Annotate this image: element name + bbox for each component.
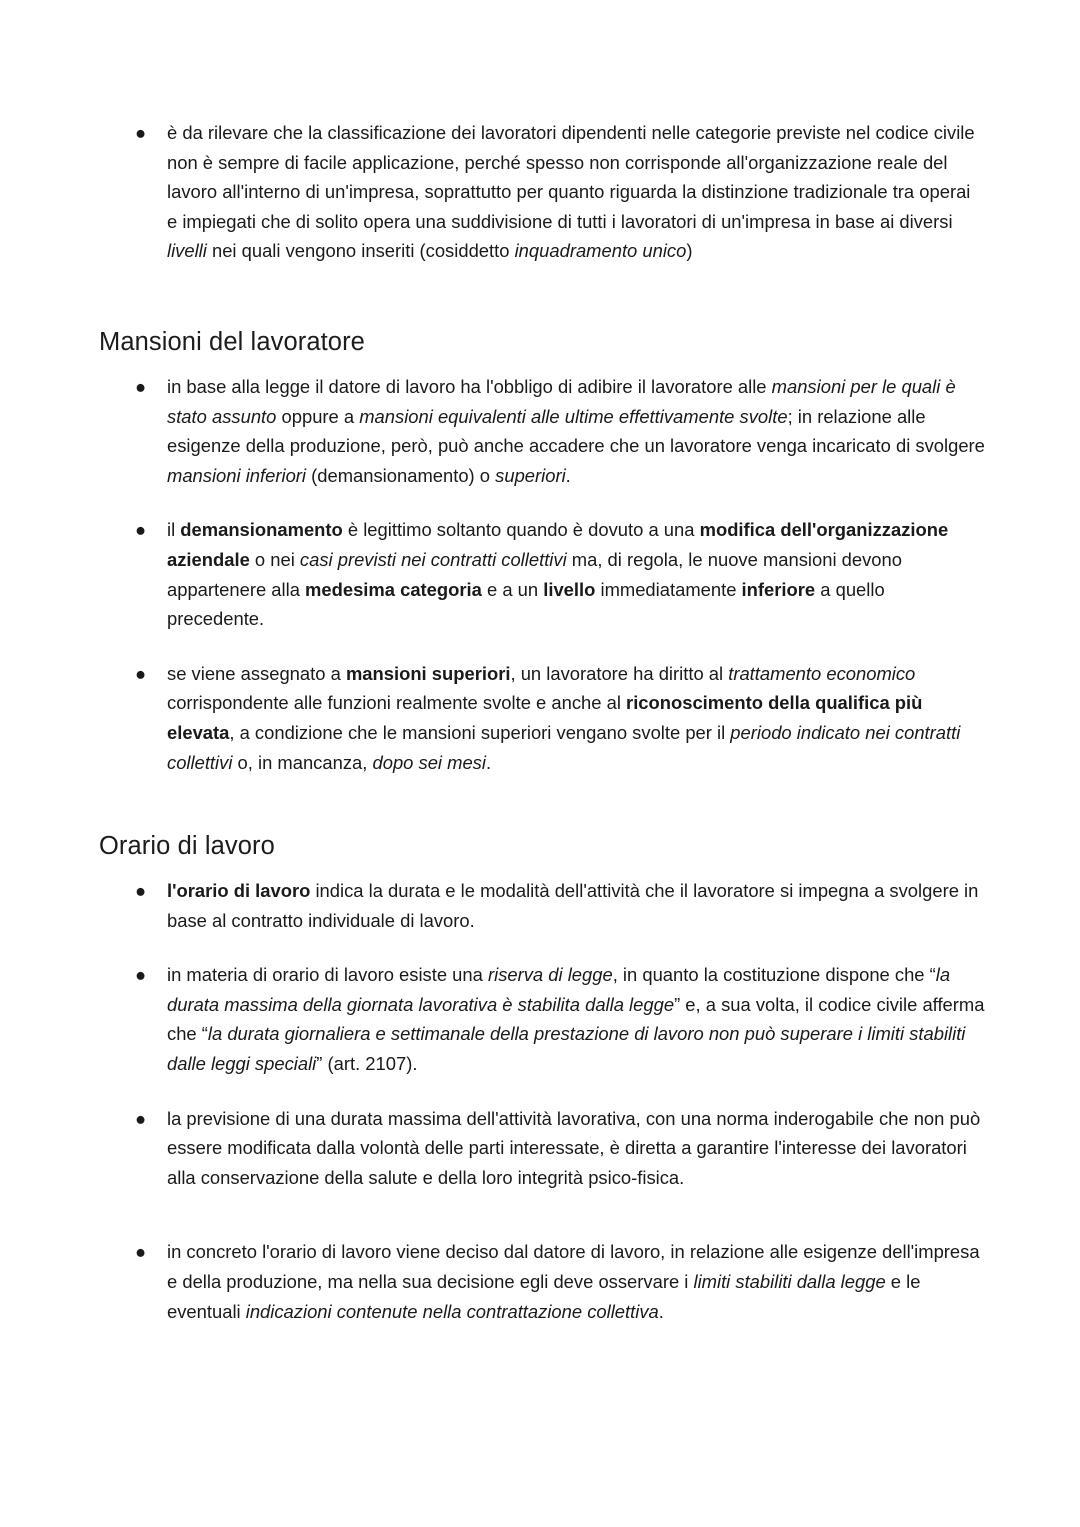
text-run: superiori [495,464,566,486]
bullet-item [99,515,985,633]
text-run: se viene assegnato a [167,662,346,684]
text-run: indica la durata e le modalità dell'attività che il lavoratore si impegna a svolgere in base al contratto individuale di lavoro. [167,880,979,931]
text-run: mansioni equivalenti alle ultime effettivamente svolte [359,405,788,427]
text-run: (demansionamento) o [306,464,496,486]
bullet-point-icon: ● [135,662,147,684]
text-run: . [485,751,492,773]
text-run: o nei [249,548,300,570]
text-run: , un lavoratore ha diritto al [510,662,729,684]
text-run: limiti stabiliti dalla legge [693,1271,886,1293]
document-body [99,118,985,1326]
bullet-item [99,372,985,490]
text-run: è legittimo soltanto quando è dovuto a una [342,519,700,541]
bullet-point-icon: ● [135,519,147,541]
bullet-text [167,122,975,261]
bullet-text [167,1241,980,1321]
bullet-text [167,376,985,486]
text-run: , in quanto la costituzione dispone che “ [612,964,936,986]
text-run: e le eventuali [167,1271,921,1322]
bullet-item [99,118,985,266]
bullet-text [167,964,984,1074]
text-run: , a condizione che le mansioni superiori vengano svolte per il [229,721,731,743]
text-run: ” (art. 2107). [316,1053,418,1075]
bullet-point-icon: ● [135,1107,147,1129]
bullet-point-icon: ● [135,964,147,986]
text-run: la durata giornaliera e settimanale della prestazione di lavoro non può superare i limiti stabiliti dalle leggi speciali [167,1023,966,1075]
text-run: indicazioni contenute nella contrattazione collettiva [245,1300,659,1322]
text-run: in materia di orario di lavoro esiste una [167,964,488,986]
text-run: riserva di legge [487,964,613,986]
text-run: ; in relazione alle esigenze della produzione, però, può anche accadere che un lavoratore venga incaricato di svolgere [167,405,985,457]
text-run: medesima categoria [305,578,482,600]
text-run: la durata massima della giornata lavorativa è stabilita dalla legge [167,964,951,1015]
text-run: ma, di regola, le nuove mansioni devono appartenere alla [167,548,902,600]
text-run: inferiore [741,578,816,600]
text-run: demansionamento [180,519,343,541]
text-run: casi previsti nei contratti collettivi [299,548,567,570]
text-run: periodo indicato nei contratti collettivi [167,721,961,773]
section-heading: Mansioni del lavoratore [99,327,365,356]
text-run: mansioni superiori [345,662,511,684]
text-run: ) [686,240,693,262]
bullet-list [99,372,985,777]
text-run: in concreto l'orario di lavoro viene deciso dal datore di lavoro, in relazione alle esigenze dell'impresa e della produzione, ma nella sua decisione egli deve osservare i [167,1241,980,1293]
text-run: livelli [167,240,207,262]
text-run: dopo sei mesi [372,751,486,773]
bullet-text [167,519,948,629]
bullet-text [167,663,960,773]
text-run: . [565,464,571,486]
bullet-point-icon: ● [135,375,147,397]
text-run: inquadramento unico [514,240,687,262]
bullet-text [167,1108,980,1188]
text-run: oppure a [276,405,360,427]
bullet-point-icon: ● [135,880,147,902]
text-run: riconoscimento della qualifica più elevata [167,692,923,743]
bullet-list [99,118,985,266]
text-run: ” e, a sua volta, il codice civile afferma che “ [167,993,985,1045]
text-run: . [658,1300,664,1322]
text-run: mansioni inferiori [167,464,307,486]
bullet-list [99,876,985,1326]
bullet-item [99,876,985,935]
text-run: il [167,519,181,541]
text-run: e a un [481,578,544,600]
text-run: nei quali vengono inseriti (cosiddetto [206,240,515,262]
text-run: immediatamente [595,578,742,600]
text-run: è da rilevare che la classificazione dei lavoratori dipendenti nelle categorie previste nel codice civile non è sempre di facile applicazione, perché spesso non corrisponde all'organizzazione reale del lavoro all'interno di un'impresa, soprattutto per quanto riguarda la distinzione tradizionale tra operai e impiegati che di solito opera una suddivisione di tutti i lavoratori di un'impresa in base ai diversi [167,122,975,232]
bullet-point-icon: ● [135,1241,147,1263]
bullet-item [99,1237,985,1326]
text-run: o, in mancanza, [232,751,373,773]
text-run: a quello precedente. [167,578,885,630]
bullet-point-icon: ● [135,122,147,143]
text-run: l'orario di lavoro [167,880,311,902]
text-run: mansioni per le quali è stato assunto [167,375,956,427]
bullet-text [167,880,978,931]
text-run: livello [543,578,596,600]
bullet-item [99,1104,985,1193]
text-run: la previsione di una durata massima dell'attività lavorativa, con una norma inderogabile che non può essere modificata dalla volontà delle parti interessate, è diretta a garantire l'interesse dei lavoratori alla conservazione della salute e della loro integrità psico-fisica. [167,1107,981,1188]
text-run: corrispondente alle funzioni realmente svolte e anche al [167,692,627,714]
section-heading: Orario di lavoro [99,832,275,861]
text-run: modifica dell'organizzazione aziendale [167,519,949,570]
bullet-item [99,960,985,1078]
bullet-item [99,659,985,777]
text-run: trattamento economico [728,662,916,684]
text-run: in base alla legge il datore di lavoro ha l'obbligo di adibire il lavoratore alle [167,375,772,397]
